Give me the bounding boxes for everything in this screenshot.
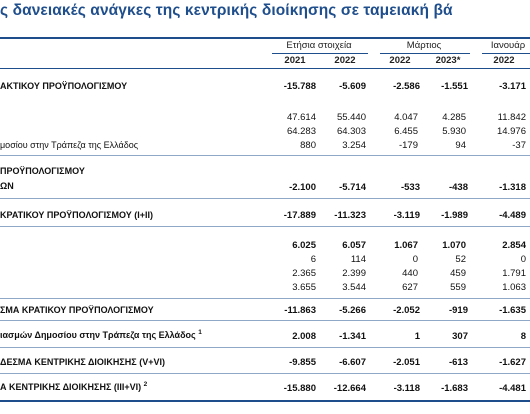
cell-value: -613 (448, 357, 468, 368)
cell-value: -1.989 (441, 210, 468, 221)
cell-value: -438 (448, 182, 468, 193)
cell-value: 1.067 (394, 240, 418, 251)
row-separator (0, 298, 530, 299)
cell-value: -17.889 (283, 210, 316, 221)
cell-value: 2.008 (292, 331, 316, 342)
cell-value: -5.714 (339, 182, 366, 193)
cell-value: -15.788 (283, 81, 316, 92)
cell-value: -3.119 (393, 210, 420, 221)
cell-value: 14.976 (496, 126, 526, 137)
row-label: μοσίου στην Τράπεζα της Ελλάδος (0, 140, 139, 150)
cell-value: -3.171 (499, 81, 526, 92)
header-bottom-rule (0, 68, 530, 69)
cell-value: 1 (414, 331, 420, 342)
cell-value: 64.283 (286, 126, 316, 137)
header-year-2023-march: 2023* (435, 55, 461, 66)
cell-value: 8 (520, 331, 526, 342)
cell-value: -5.266 (339, 305, 366, 316)
cell-value: -2.586 (393, 81, 420, 92)
header-year-2022-march: 2022 (389, 55, 411, 66)
cell-value: -4.481 (499, 383, 526, 394)
cell-value: -11.863 (284, 305, 316, 316)
cell-value: 2.854 (502, 240, 526, 251)
cell-value: 4.285 (442, 112, 466, 123)
cell-value: -5.609 (339, 81, 366, 92)
cell-value: -1.341 (339, 331, 366, 342)
cell-value: 0 (412, 254, 418, 265)
cell-value: -919 (448, 305, 468, 316)
row-separator (0, 226, 530, 227)
cell-value: 440 (402, 268, 418, 279)
row-label: ΚΡΑΤΙΚΟΥ ΠΡΟΫΠΟΛΟΓΙΣΜΟΥ (I+II) (0, 210, 154, 220)
row-label: ΩΝ (0, 181, 14, 191)
cell-value: -1.318 (499, 182, 526, 193)
cell-value: -15.880 (283, 383, 316, 394)
cell-value: 64.303 (336, 126, 366, 137)
table-bottom-rule (0, 400, 530, 402)
cell-value: 559 (450, 282, 466, 293)
cell-value: 6.057 (342, 240, 366, 251)
header-group-annual: Ετήσια στοιχεία (286, 40, 352, 51)
row-label: ΠΡΟΫΠΟΛΟΓΙΣΜΟΥ (0, 166, 85, 176)
row-separator (0, 320, 530, 321)
header-year-2022-annual: 2022 (334, 55, 356, 66)
cell-value: 2.399 (342, 268, 366, 279)
cell-value: -11.323 (334, 210, 366, 221)
cell-value: 52 (455, 254, 466, 265)
cell-value: -2.052 (393, 305, 420, 316)
cell-value: -4.489 (499, 210, 526, 221)
cell-value: -12.664 (333, 383, 366, 394)
row-label-text: ιασμών Δημοσίου στην Τράπεζα της Ελλάδος (0, 330, 196, 340)
cell-value: 307 (452, 331, 468, 342)
header-group-march: Μάρτιος (406, 40, 442, 51)
header-group-january-underline (482, 53, 530, 54)
cell-value: 114 (350, 254, 366, 265)
row-separator (0, 155, 530, 156)
cell-value: 6.025 (292, 240, 316, 251)
row-label: ΑΚΤΙΚΟΥ ΠΡΟΫΠΟΛΟΓΙΣΜΟΥ (0, 81, 128, 91)
cell-value: 2.365 (292, 268, 316, 279)
cell-value: 11.842 (497, 112, 526, 123)
header-top-rule (0, 37, 530, 39)
cell-value: 627 (402, 282, 418, 293)
cell-value: -533 (400, 182, 420, 193)
cell-value: -1.627 (499, 357, 526, 368)
cell-value: -3.118 (393, 383, 420, 394)
row-label-text: Α ΚΕΝΤΡΙΚΗΣ ΔΙΟΙΚΗΣΗΣ (III+VI) (0, 382, 142, 392)
header-group-march-underline (380, 53, 470, 54)
row-separator (0, 373, 530, 374)
cell-value: 880 (300, 140, 316, 151)
cell-value: -37 (512, 140, 526, 151)
cell-value: -1.551 (441, 81, 468, 92)
cell-value: 1.070 (442, 240, 466, 251)
cell-value: 4.047 (394, 112, 418, 123)
cell-value: 0 (520, 254, 526, 265)
cell-value: 3.544 (342, 282, 366, 293)
cell-value: 459 (450, 268, 466, 279)
header-year-2022-january: 2022 (493, 55, 515, 66)
cell-value: 1.063 (502, 282, 526, 293)
cell-value: 3.655 (292, 282, 316, 293)
header-group-january: Ιανουάρ (490, 40, 526, 51)
cell-value: -179 (398, 140, 418, 151)
cell-value: 1.791 (502, 268, 526, 279)
cell-value: 3.254 (342, 140, 366, 151)
document-title: ς δανειακές ανάγκες της κεντρικής διοίκησης σε ταμειακή βά (0, 2, 453, 19)
row-label (0, 330, 202, 340)
footnote-marker: 1 (198, 329, 202, 336)
cell-value: -9.855 (289, 357, 316, 368)
cell-value: -6.607 (339, 357, 366, 368)
cell-value: -2.051 (393, 357, 420, 368)
cell-value: 6 (310, 254, 316, 265)
header-group-annual-underline (272, 53, 368, 54)
row-separator (0, 198, 530, 199)
row-label (0, 382, 147, 392)
footnote-marker: 2 (143, 381, 148, 388)
row-label: ΣΜΑ ΚΡΑΤΙΚΟΥ ΠΡΟΫΠΟΛΟΓΙΣΜΟΥ (0, 305, 154, 315)
cell-value: 94 (455, 140, 466, 151)
header-year-2021: 2021 (284, 55, 306, 66)
row-separator (0, 347, 530, 348)
cell-value: -1.635 (499, 305, 526, 316)
row-label: ΔΕΣΜΑ ΚΕΝΤΡΙΚΗΣ ΔΙΟΙΚΗΣΗΣ (V+VI) (0, 357, 165, 367)
cell-value: -1.683 (441, 383, 468, 394)
cell-value: 47.614 (286, 112, 316, 123)
cell-value: 6.455 (394, 126, 418, 137)
cell-value: -2.100 (289, 182, 316, 193)
cell-value: 55.440 (336, 112, 366, 123)
cell-value: 5.930 (442, 126, 466, 137)
